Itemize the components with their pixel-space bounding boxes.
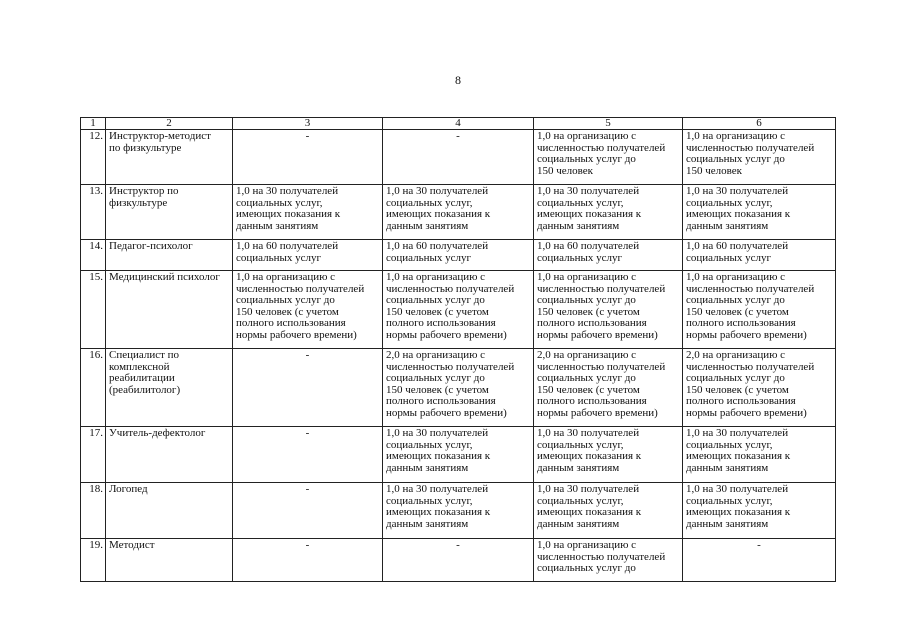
norm-cell: 2,0 на организацию с численностью получателей социальных услуг до 150 человек (с учетом полного использования нормы рабочего времени) (683, 349, 836, 427)
norm-cell: - (233, 539, 383, 582)
table-header-row (81, 118, 836, 130)
table-row (81, 185, 836, 240)
position-name: Учитель-дефектолог (106, 427, 233, 483)
row-number: 15. (81, 271, 106, 349)
header-cell: 4 (383, 118, 534, 130)
position-name: Медицинский психолог (106, 271, 233, 349)
norm-cell: 1,0 на 30 получателей социальных услуг, имеющих показания к данным занятиям (534, 483, 683, 539)
position-name: Инструктор по физкультуре (106, 185, 233, 240)
header-cell: 6 (683, 118, 836, 130)
row-number: 17. (81, 427, 106, 483)
norm-cell: - (233, 349, 383, 427)
position-name: Логопед (106, 483, 233, 539)
row-number: 14. (81, 240, 106, 271)
norm-cell: 1,0 на 30 получателей социальных услуг, имеющих показания к данным занятиям (233, 185, 383, 240)
norm-cell: 1,0 на 60 получателей социальных услуг (383, 240, 534, 271)
position-name: Педагог-психолог (106, 240, 233, 271)
norm-cell: 1,0 на 30 получателей социальных услуг, имеющих показания к данным занятиям (534, 185, 683, 240)
position-name: Инструктор-методист по физкультуре (106, 130, 233, 185)
header-cell: 3 (233, 118, 383, 130)
norm-cell: 1,0 на 30 получателей социальных услуг, имеющих показания к данным занятиям (383, 185, 534, 240)
norm-cell: 1,0 на организацию с численностью получателей социальных услуг до (534, 539, 683, 582)
table-row (81, 483, 836, 539)
position-name: Специалист по комплексной реабилитации (реабилитолог) (106, 349, 233, 427)
norm-cell: - (383, 539, 534, 582)
page-number: 8 (455, 73, 461, 87)
table-row (81, 349, 836, 427)
norm-cell: 2,0 на организацию с численностью получателей социальных услуг до 150 человек (с учетом полного использования нормы рабочего времени) (383, 349, 534, 427)
header-cell: 2 (106, 118, 233, 130)
norm-cell: 1,0 на 30 получателей социальных услуг, имеющих показания к данным занятиям (683, 185, 836, 240)
table-row (81, 539, 836, 582)
row-number: 16. (81, 349, 106, 427)
position-name: Методист (106, 539, 233, 582)
table-row (81, 130, 836, 185)
row-number: 12. (81, 130, 106, 185)
norm-cell: 1,0 на организацию с численностью получателей социальных услуг до 150 человек (с учетом полного использования нормы рабочего времени) (534, 271, 683, 349)
norm-cell: 1,0 на 30 получателей социальных услуг, имеющих показания к данным занятиям (534, 427, 683, 483)
norm-cell: - (233, 427, 383, 483)
norm-cell: - (233, 130, 383, 185)
norm-cell: 1,0 на организацию с численностью получателей социальных услуг до 150 человек (с учетом полного использования нормы рабочего времени) (683, 271, 836, 349)
row-number: 13. (81, 185, 106, 240)
norm-cell: 1,0 на 30 получателей социальных услуг, имеющих показания к данным занятиям (683, 483, 836, 539)
norm-cell: 1,0 на 60 получателей социальных услуг (683, 240, 836, 271)
row-number: 19. (81, 539, 106, 582)
norm-cell: 1,0 на организацию с численностью получателей социальных услуг до 150 человек (с учетом полного использования нормы рабочего времени) (383, 271, 534, 349)
norm-cell: 1,0 на организацию с численностью получателей социальных услуг до 150 человек (534, 130, 683, 185)
norm-cell: 1,0 на 30 получателей социальных услуг, имеющих показания к данным занятиям (383, 483, 534, 539)
table-row (81, 240, 836, 271)
norm-cell: - (233, 483, 383, 539)
header-cell: 5 (534, 118, 683, 130)
norm-cell: - (383, 130, 534, 185)
norm-cell: 1,0 на 30 получателей социальных услуг, имеющих показания к данным занятиям (683, 427, 836, 483)
staffing-norms-table (80, 117, 836, 582)
table-row (81, 427, 836, 483)
norm-cell: 1,0 на 60 получателей социальных услуг (233, 240, 383, 271)
norm-cell: 1,0 на 30 получателей социальных услуг, имеющих показания к данным занятиям (383, 427, 534, 483)
norm-cell: - (683, 539, 836, 582)
table-row (81, 271, 836, 349)
norm-cell: 2,0 на организацию с численностью получателей социальных услуг до 150 человек (с учетом полного использования нормы рабочего времени) (534, 349, 683, 427)
header-cell: 1 (81, 118, 106, 130)
norm-cell: 1,0 на 60 получателей социальных услуг (534, 240, 683, 271)
row-number: 18. (81, 483, 106, 539)
norm-cell: 1,0 на организацию с численностью получателей социальных услуг до 150 человек (с учетом полного использования нормы рабочего времени) (233, 271, 383, 349)
norm-cell: 1,0 на организацию с численностью получателей социальных услуг до 150 человек (683, 130, 836, 185)
